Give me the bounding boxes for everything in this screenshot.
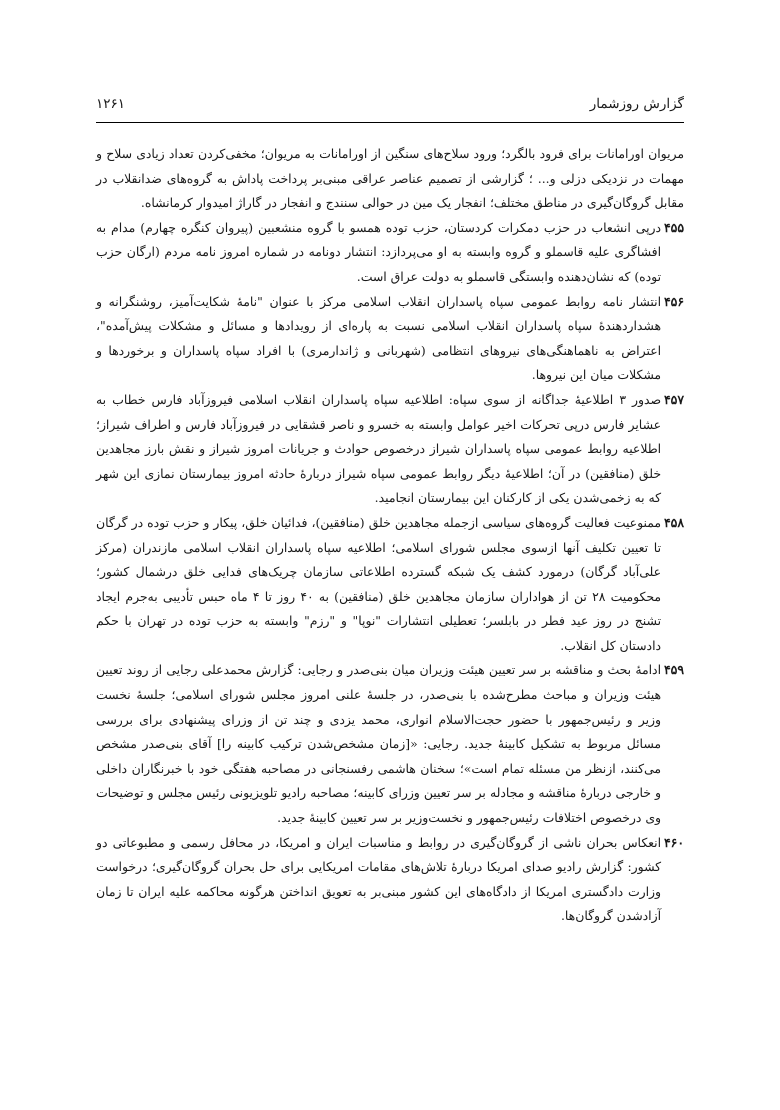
entry-text: انعکاس بحران ناشی از گروگان‌گیری در روابط و مناسبات ایران و امریکا، در محافل رسمی و مطبوعاتی دو کشور: گزارش رادیو صدای امریکا دربارهٔ تلاش‌های مقامات امریکایی برای حل بحران گروگان‌گیری؛ درخواست وزارت دادگستری امریکا از دادگاه‌های این کشور مبنی‌بر به تعویق انداختن هرگونه محاکمه علیه ایران تا زمان آزادشدن گروگان‌ها. [96,834,662,924]
entry-458 [96,511,684,659]
entry-text: ادامهٔ بحث و مناقشه بر سر تعیین هیئت وزیران میان بنی‌صدر و رجایی: گزارش محمدعلی رجایی از روند تعیین هیئت وزیران و مباحث مطرح‌شده با بنی‌صدر، در جلسهٔ علنی امروز مجلس شورای اسلامی؛ جلسهٔ نخست وزیر و رئیس‌جمهور با حضور حجت‌الاسلام انواری، محمد یزدی و چند تن از وزرای پیشنهادی برای بررسی مسائل مربوط به تشکیل کابینهٔ جدید. رجایی: «[زمان مشخص‌شدن ترکیب کابینه را] آقای بنی‌صدر مشخص می‌کنند، ازنظر من مسئله تمام است»؛ سخنان هاشمی رفسنجانی در مصاحبه هفتگی خود با خبرنگاران داخلی و خارجی دربارهٔ مناقشه و مجادله بر سر تعیین وزرای کابینه؛ مصاحبه رادیو تلویزیونی رئیس مجلس و توضیحات وی درخصوص اختلافات رئیس‌جمهور و نخست‌وزیر بر سر تعیین کابینهٔ جدید. [96,662,662,826]
continuation-paragraph: مریوان اورامانات برای فرود بالگرد؛ ورود سلاح‌های سنگین از اورامانات به مریوان؛ مخفی‌کردن تعداد زیادی سلاح و مهمات در نزدیکی دزلی و... ؛ گزارشی از تصمیم عناصر عراقی مبنی‌بر پرداخت پاداش به گروه‌های ضدانقلاب در مقابل گروگان‌گیری در مناطق مختلف؛ انفجار یک مین در حوالی سنندج و انفجار در گاراژ امیدوار کرمانشاه. [96,146,684,211]
page-number: ۱۲۶۱ [96,96,126,112]
entry-455 [96,216,684,290]
entry-number: ۴۵۵ [664,219,684,235]
header-rule [96,122,684,123]
entry-456 [96,290,684,388]
entry-number: ۴۶۰ [664,834,684,850]
running-header [96,96,684,118]
entry-text: صدور ۳ اطلاعیهٔ جداگانه از سوی سپاه: اطلاعیه سپاه پاسداران انقلاب اسلامی فیروزآباد فارس خطاب به عشایر فارس درپی تحرکات اخیر عوامل وابسته به خسرو و ناصر قشقایی در فیروزآباد فارس و اطراف شیراز؛ اطلاعیه روابط عمومی سپاه پاسداران شیراز درخصوص حوادث و جریانات امروز شیراز و نقش بارز مجاهدین خلق (منافقین) در آن؛ اطلاعیهٔ دیگر روابط عمومی سپاه شیراز دربارهٔ حادثه امروز بیمارستان نمازی این شهر که به زخمی‌شدن یکی از کارکنان این بیمارستان انجامید. [96,391,662,506]
entry-460 [96,831,684,929]
entry-457 [96,388,684,511]
entry-number: ۴۵۸ [664,514,684,530]
entry-number: ۴۵۷ [664,391,684,407]
entry-number: ۴۵۶ [664,293,684,309]
entry-text: ممنوعیت فعالیت گروه‌های سیاسی ازجمله مجاهدین خلق (منافقین)، فدائیان خلق، پیکار و حزب توده در گرگان تا تعیین تکلیف آنها ازسوی مجلس شورای اسلامی؛ اطلاعیه سپاه پاسداران انقلاب اسلامی مازندران (مرکز علی‌آباد گرگان) درمورد کشف یک شبکه گسترده اطلاعاتی سازمان چریک‌های فدایی خلق درشمال کشور؛ محکومیت ۲۸ تن از هواداران سازمان مجاهدین خلق (منافقین) به ۴۰ روز تا ۴ ماه حبس تأدیبی به‌جرم ایجاد تشنج در روز عید فطر در بابلسر؛ تعطیلی انتشارات "نوپا" و "رزم" وابسته به حزب توده در تهران با حکم دادستان کل انقلاب. [96,514,662,653]
running-title: گزارش روزشمار [589,96,684,112]
entry-text: درپی انشعاب در حزب دمکرات کردستان، حزب توده همسو با گروه منشعبین (پیروان کنگره چهارم) مدام به افشاگری علیه قاسملو و گروه وابسته به او می‌پردازد: انتشار دونامه در شماره امروز نامه مردم (ارگان حزب توده) که نشان‌دهنده وابستگی قاسملو به دولت عراق است. [96,219,662,284]
page-body [96,142,684,929]
entry-459 [96,658,684,830]
entry-number: ۴۵۹ [664,662,684,678]
entry-text: انتشار نامه روابط عمومی سپاه پاسداران انقلاب اسلامی مرکز با عنوان "نامهٔ شکایت‌آمیز، روشنگرانه و هشداردهندهٔ سپاه پاسداران انقلاب اسلامی نسبت به پاره‌ای از رویدادها و مسائل و مشکلات پیش‌آمده"، اعتراض به ناهماهنگی‌های نیروهای انتظامی (شهربانی و ژاندارمری) با افراد سپاه پاسداران و برخوردها و مشکلات میان این نیروها. [96,293,662,383]
